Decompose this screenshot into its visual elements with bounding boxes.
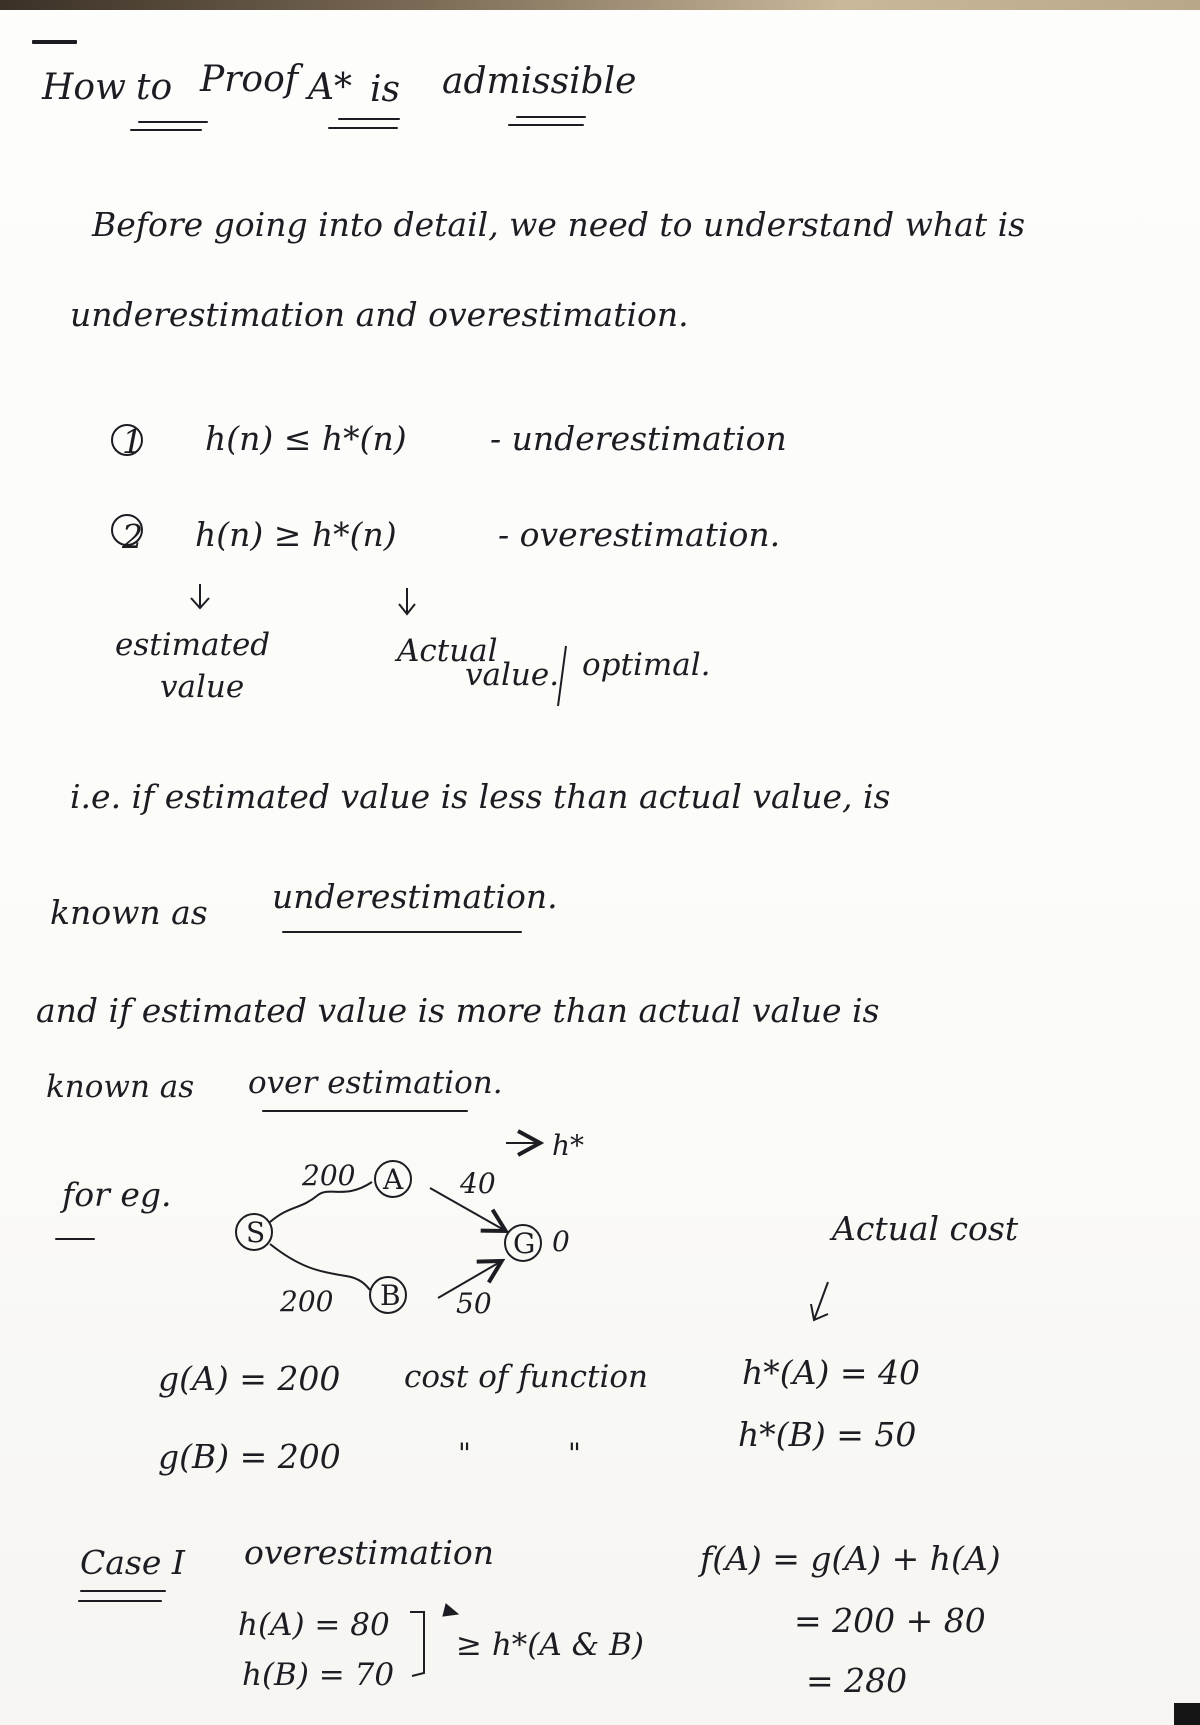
bracket bbox=[410, 1612, 424, 1676]
para2-line-1: and if estimated value is more than actual value is bbox=[36, 991, 880, 1030]
title-proof: Proof bbox=[200, 59, 299, 100]
actual-cost-label: Actual cost bbox=[832, 1209, 1019, 1248]
item-1-circle bbox=[112, 425, 142, 455]
down-arrow-icon bbox=[811, 1282, 828, 1320]
edge-s-b bbox=[270, 1244, 370, 1290]
item-1-label: - underestimation bbox=[490, 419, 787, 458]
g-b-value: g(B) = 200 bbox=[158, 1437, 341, 1476]
case-1-label: Case I bbox=[80, 1543, 185, 1582]
underline bbox=[80, 1590, 166, 1592]
para1-known-as: known as bbox=[50, 893, 208, 932]
hstar-a-value: h*(A) = 40 bbox=[742, 1353, 920, 1392]
f-a-line-2: = 200 + 80 bbox=[794, 1601, 986, 1640]
example-label: for eg. bbox=[62, 1175, 172, 1214]
case-1-h-a: h(A) = 80 bbox=[238, 1607, 390, 1643]
title-admissible: admissible bbox=[442, 61, 637, 102]
edge-sa-weight: 200 bbox=[302, 1159, 356, 1192]
item-2-number: 2 bbox=[122, 517, 143, 556]
item-1-formula: h(n) ≤ h*(n) bbox=[205, 419, 407, 458]
annot-estimated-value: value bbox=[160, 669, 245, 705]
node-a-label: A bbox=[383, 1163, 404, 1196]
node-g-value: 0 bbox=[552, 1225, 570, 1258]
node-s-label: S bbox=[246, 1216, 266, 1249]
hstar-annotation: h* bbox=[552, 1129, 585, 1162]
corner-shadow bbox=[1174, 1703, 1200, 1725]
case-1-relation: ≥ h*(A & B) bbox=[456, 1627, 644, 1663]
annot-estimated: estimated bbox=[115, 627, 271, 663]
ditto-mark: " bbox=[568, 1437, 581, 1470]
edge-bg-weight: 50 bbox=[456, 1287, 492, 1320]
f-a-line-3: = 280 bbox=[806, 1661, 908, 1700]
f-a-line-1: f(A) = g(A) + h(A) bbox=[700, 1539, 1001, 1578]
title-astar: A* bbox=[308, 67, 352, 108]
hstar-b-value: h*(B) = 50 bbox=[738, 1415, 917, 1454]
para1-term: underestimation. bbox=[272, 877, 558, 916]
annot-actual: Actual bbox=[397, 633, 498, 669]
annot-optimal: optimal. bbox=[582, 647, 711, 683]
item-2-formula: h(n) ≥ h*(n) bbox=[195, 515, 397, 554]
case-1-h-b: h(B) = 70 bbox=[242, 1657, 395, 1693]
title-is: is bbox=[370, 69, 400, 110]
down-arrow-icon bbox=[191, 584, 209, 608]
down-arrow-icon bbox=[399, 588, 415, 614]
node-b-label: B bbox=[380, 1279, 401, 1312]
intro-line-2: underestimation and overestimation. bbox=[70, 295, 689, 334]
arrow-icon bbox=[443, 1604, 458, 1616]
title-how: How bbox=[42, 67, 126, 108]
node-g-label: G bbox=[513, 1227, 536, 1260]
title-to: to bbox=[136, 67, 173, 108]
item-2-label: - overestimation. bbox=[498, 515, 781, 554]
ditto-mark: " bbox=[458, 1437, 471, 1470]
intro-line-1: Before going into detail, we need to understand what is bbox=[92, 205, 1026, 244]
slash-separator bbox=[558, 646, 566, 706]
para2-known-as: known as bbox=[46, 1069, 195, 1105]
annot-value: value. bbox=[465, 657, 560, 693]
para1-line-1: i.e. if estimated value is less than actual value, is bbox=[70, 777, 891, 816]
cost-of-function-label: cost of function bbox=[404, 1359, 649, 1395]
edge-ag-weight: 40 bbox=[460, 1167, 496, 1200]
item-1-number: 1 bbox=[122, 422, 143, 461]
edge-sb-weight: 200 bbox=[280, 1285, 334, 1318]
underline bbox=[78, 1600, 162, 1602]
item-2-circle bbox=[112, 515, 142, 545]
para2-term: over estimation. bbox=[248, 1065, 503, 1101]
g-a-value: g(A) = 200 bbox=[158, 1359, 341, 1398]
case-1-heading: overestimation bbox=[244, 1533, 494, 1572]
